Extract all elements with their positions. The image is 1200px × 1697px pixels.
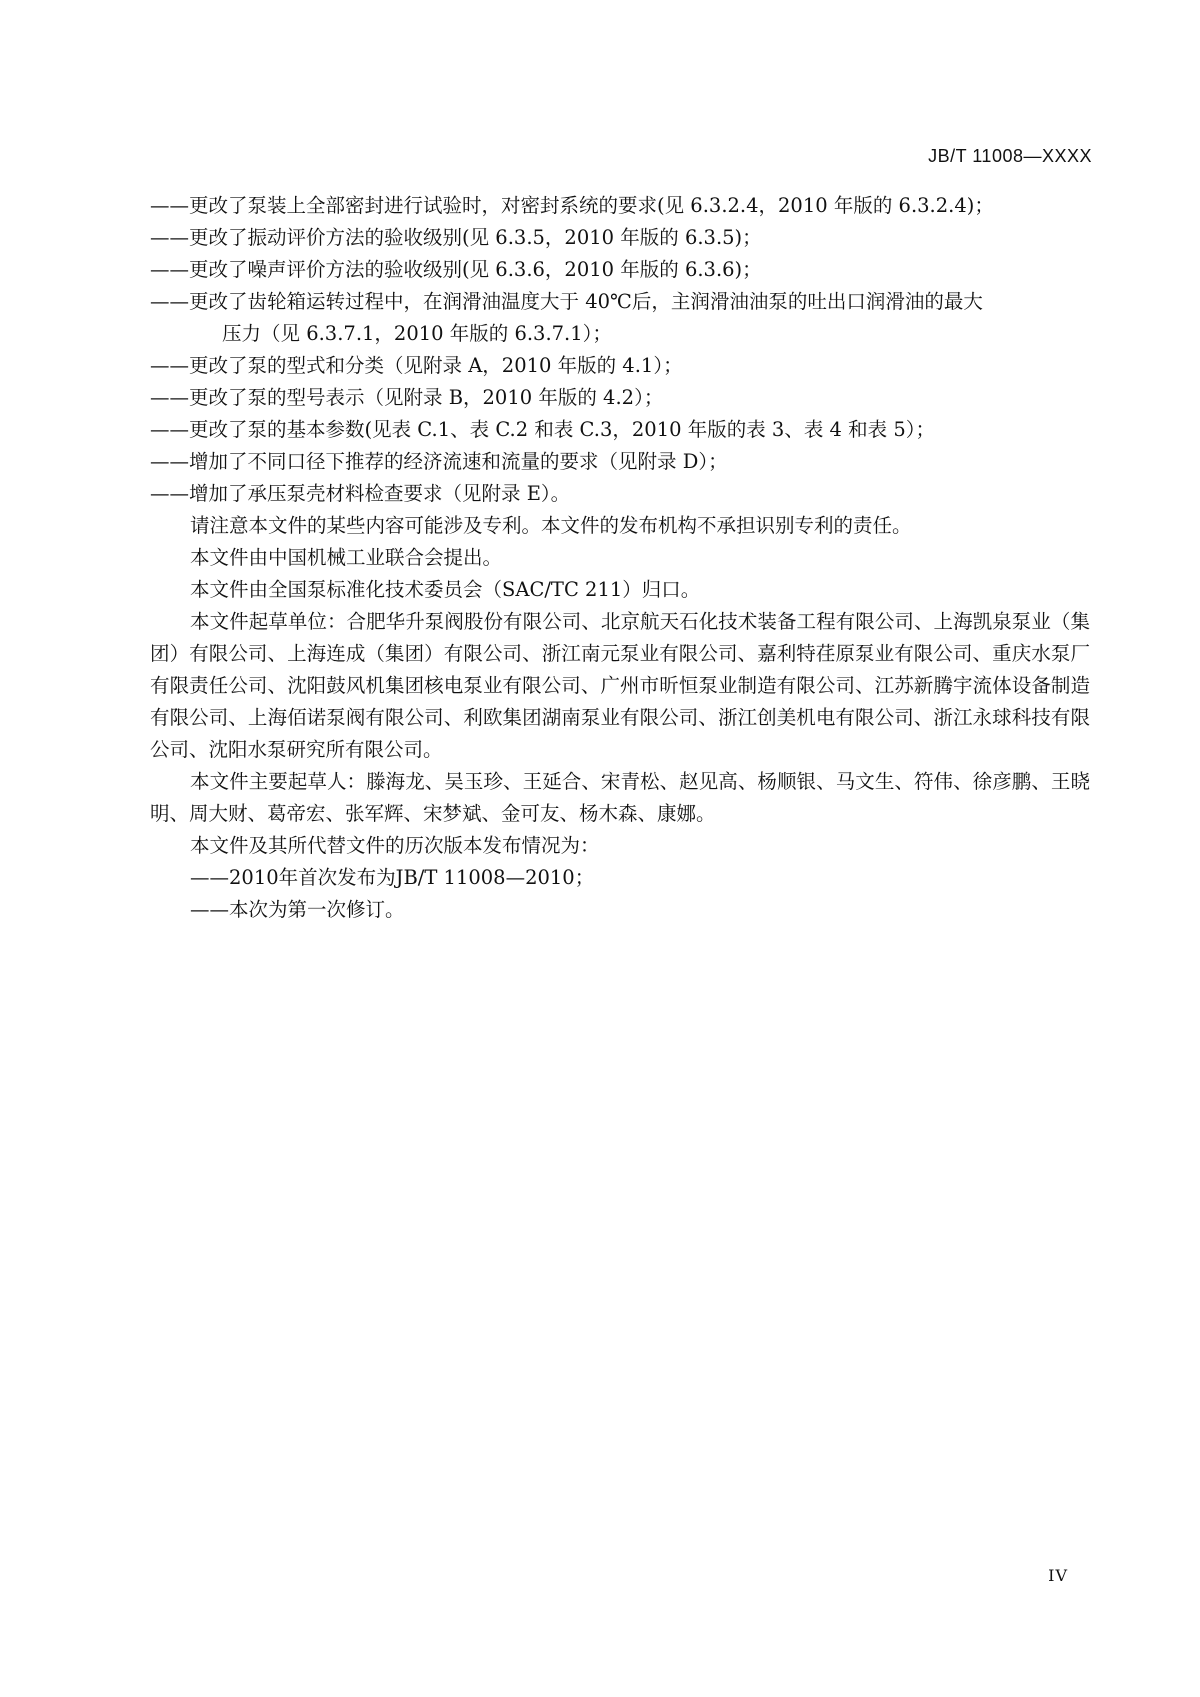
change-item-continuation: 压力（见 6.3.7.1，2010 年版的 6.3.7.1）； [222, 322, 612, 345]
proposed-by: 本文件由中国机械工业联合会提出。 [190, 546, 503, 569]
document-code: JB/T 11008—XXXX [928, 146, 1092, 166]
history-intro: 本文件及其所代替文件的历次版本发布情况为： [190, 834, 600, 857]
change-item: ——增加了不同口径下推荐的经济流速和流量的要求（见附录 D）； [150, 450, 728, 473]
change-item: ——更改了振动评价方法的验收级别(见 6.3.5，2010 年版的 6.3.5)； [150, 226, 762, 249]
change-item: ——更改了噪声评价方法的验收级别(见 6.3.6，2010 年版的 6.3.6)； [150, 258, 762, 281]
history-item: ——本次为第一次修订。 [190, 898, 405, 921]
change-item: ——更改了泵装上全部密封进行试验时，对密封系统的要求(见 6.3.2.4，2010 年版的 6.3.2.4)； [150, 194, 994, 217]
change-item: ——更改了齿轮箱运转过程中，在润滑油温度大于 40℃后，主润滑油油泵的吐出口润滑油的最大 [150, 290, 983, 313]
page-number: IV [1048, 1566, 1068, 1585]
change-item: ——更改了泵的型式和分类（见附录 A，2010 年版的 4.1）； [150, 354, 683, 377]
patent-notice: 请注意本文件的某些内容可能涉及专利。本文件的发布机构不承担识别专利的责任。 [190, 514, 912, 537]
document-body [150, 190, 1090, 926]
change-item: ——更改了泵的基本参数(见表 C.1、表 C.2 和表 C.3，2010 年版的表 3、表 4 和表 5）； [150, 418, 935, 441]
main-drafters: 本文件主要起草人：滕海龙、吴玉珍、王延合、宋青松、赵见高、杨顺银、马文生、符伟、徐彦鹏、王晓明、周大财、葛帝宏、张军辉、宋梦斌、金可友、杨木森、康娜。 [150, 770, 1090, 825]
change-item: ——更改了泵的型号表示（见附录 B，2010 年版的 4.2）； [150, 386, 664, 409]
history-item: ——2010年首次发布为JB/T 11008—2010； [190, 866, 595, 889]
drafting-units: 本文件起草单位：合肥华升泵阀股份有限公司、北京航天石化技术装备工程有限公司、上海凯泉泵业（集团）有限公司、上海连成（集团）有限公司、浙江南元泵业有限公司、嘉利特荏原泵业有限公司、重庆水泵厂有限责任公司、沈阳鼓风机集团核电泵业有限公司、广州市昕恒泵业制造有限公司、江苏新腾宇流体设备制造有限公司、上海佰诺泵阀有限公司、利欧集团湖南泵业有限公司、浙江创美机电有限公司、浙江永球科技有限公司、沈阳水泵研究所有限公司。 [150, 610, 1090, 761]
change-item: ——增加了承压泵壳材料检查要求（见附录 E）。 [150, 482, 571, 505]
managed-by: 本文件由全国泵标准化技术委员会（SAC/TC 211）归口。 [190, 578, 701, 601]
